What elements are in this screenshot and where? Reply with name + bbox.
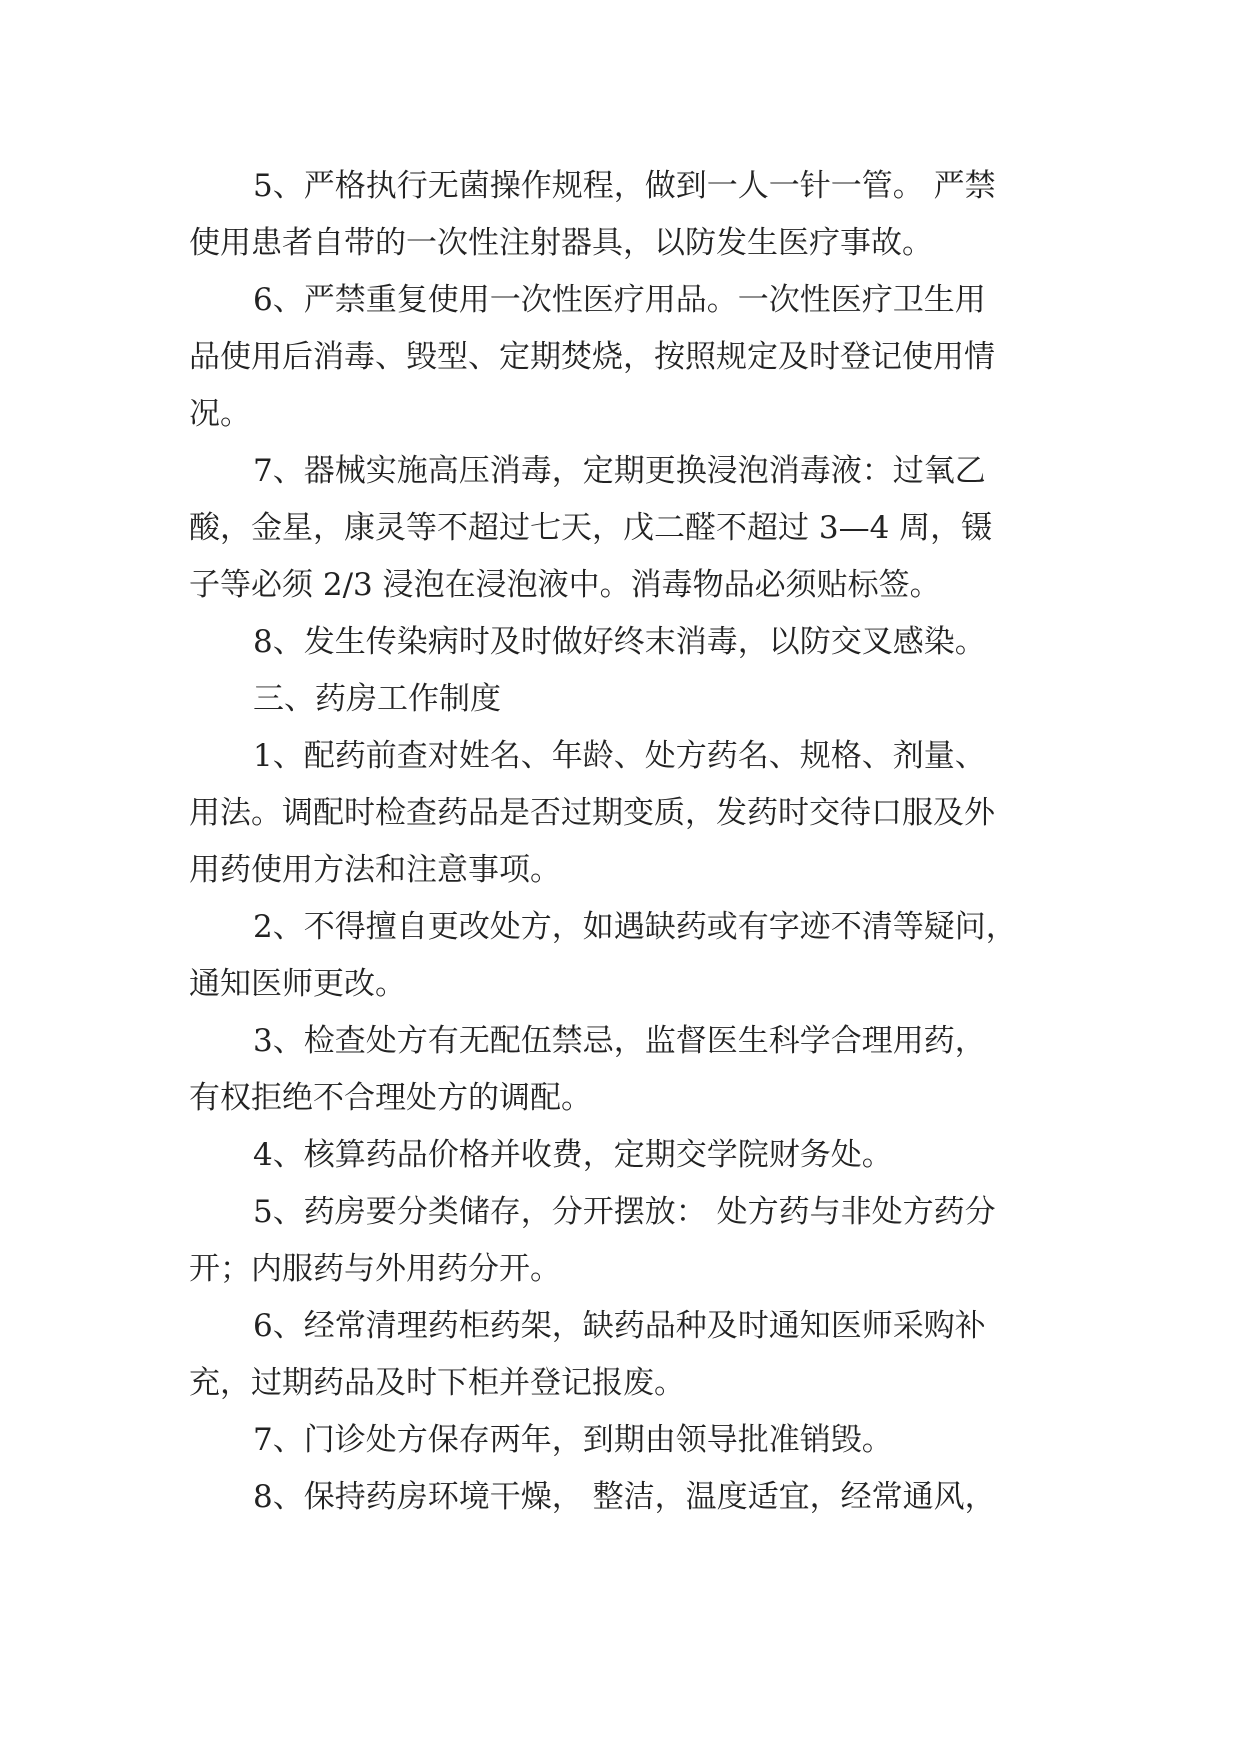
text-line: 7、器械实施高压消毒，定期更换浸泡消毒液：过氧乙 (253, 453, 986, 489)
text-line: 使用患者自带的一次性注射器具，以防发生医疗事故。 (189, 225, 933, 261)
text-line: 充，过期药品及时下柜并登记报废。 (189, 1365, 685, 1401)
section-heading: 三、药房工作制度 (253, 681, 501, 717)
text-line: 3、检查处方有无配伍禁忌，监督医生科学合理用药， (253, 1023, 986, 1059)
text-line: 6、严禁重复使用一次性医疗用品。一次性医疗卫生用 (253, 282, 986, 318)
text-line: 8、保持药房环境干燥， 整洁，温度适宜，经常通风， (253, 1479, 996, 1515)
text-line: 7、门诊处方保存两年，到期由领导批准销毁。 (253, 1422, 893, 1458)
text-line: 5、药房要分类储存，分开摆放： 处方药与非处方药分 (253, 1194, 996, 1230)
text-line: 6、经常清理药柜药架，缺药品种及时通知医师采购补 (253, 1308, 986, 1344)
text-line: 子等必须 2/3 浸泡在浸泡液中。消毒物品必须贴标签。 (189, 567, 941, 603)
text-line: 通知医师更改。 (189, 966, 406, 1002)
text-line: 用法。调配时检查药品是否过期变质，发药时交待口服及外 (189, 795, 995, 831)
text-line: 2、不得擅自更改处方，如遇缺药或有字迹不清等疑问， (253, 909, 1017, 945)
text-line: 况。 (189, 396, 251, 432)
text-line: 5、严格执行无菌操作规程，做到一人一针一管。 严禁 (253, 168, 996, 204)
text-line: 酸，金星，康灵等不超过七天，戊二醛不超过 3—4 周，镊 (189, 510, 993, 546)
text-line: 8、发生传染病时及时做好终末消毒，以防交叉感染。 (253, 624, 986, 660)
text-line: 4、核算药品价格并收费，定期交学院财务处。 (253, 1137, 893, 1173)
text-line: 开；内服药与外用药分开。 (189, 1251, 561, 1287)
text-line: 有权拒绝不合理处方的调配。 (189, 1080, 592, 1116)
text-line: 1、配药前查对姓名、年龄、处方药名、规格、剂量、 (253, 738, 986, 774)
text-line: 用药使用方法和注意事项。 (189, 852, 561, 888)
text-line: 品使用后消毒、毁型、定期焚烧，按照规定及时登记使用情 (189, 339, 995, 375)
